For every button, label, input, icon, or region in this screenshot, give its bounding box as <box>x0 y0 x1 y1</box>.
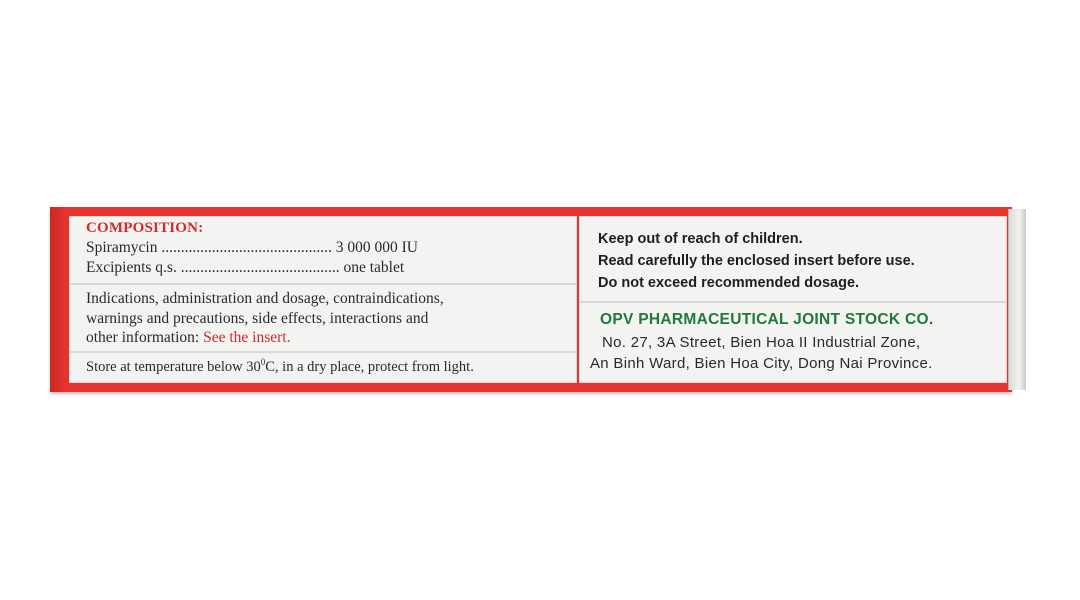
storage-degree: 0 <box>260 357 266 367</box>
composition-line-spiramycin: Spiramycin ............................................ 3 000 000 IU <box>86 239 418 256</box>
indications-line-2: warnings and precautions, side effects, interactions and <box>86 310 429 327</box>
storage-text-suffix: C, in a dry place, protect from light. <box>265 358 474 375</box>
indications-line-1: Indications, administration and dosage, contraindications, <box>86 290 444 307</box>
see-insert-text: See the insert. <box>203 329 291 346</box>
company-name: OPV PHARMACEUTICAL JOINT STOCK CO. <box>600 311 934 328</box>
company-address-line-2: An Binh Ward, Bien Hoa City, Dong Nai Province. <box>590 355 933 372</box>
composition-line-excipients: Excipients q.s. ......................................... one tablet <box>86 259 405 276</box>
indications-line-3-prefix: other information: <box>86 329 204 346</box>
medicine-box-side <box>50 207 1025 392</box>
warning-dosage: Do not exceed recommended dosage. <box>598 275 860 291</box>
company-address-line-1: No. 27, 3A Street, Bien Hoa II Industrial Zone, <box>602 334 921 351</box>
warning-children: Keep out of reach of children. <box>598 231 803 247</box>
storage-text-prefix: Store at temperature below 30 <box>86 358 261 375</box>
box-end-cap <box>1008 209 1026 390</box>
warning-read-insert: Read carefully the enclosed insert before use. <box>598 253 915 269</box>
storage-text <box>86 357 474 376</box>
composition-title: COMPOSITION: <box>86 220 204 236</box>
indications-line-3 <box>86 329 290 347</box>
